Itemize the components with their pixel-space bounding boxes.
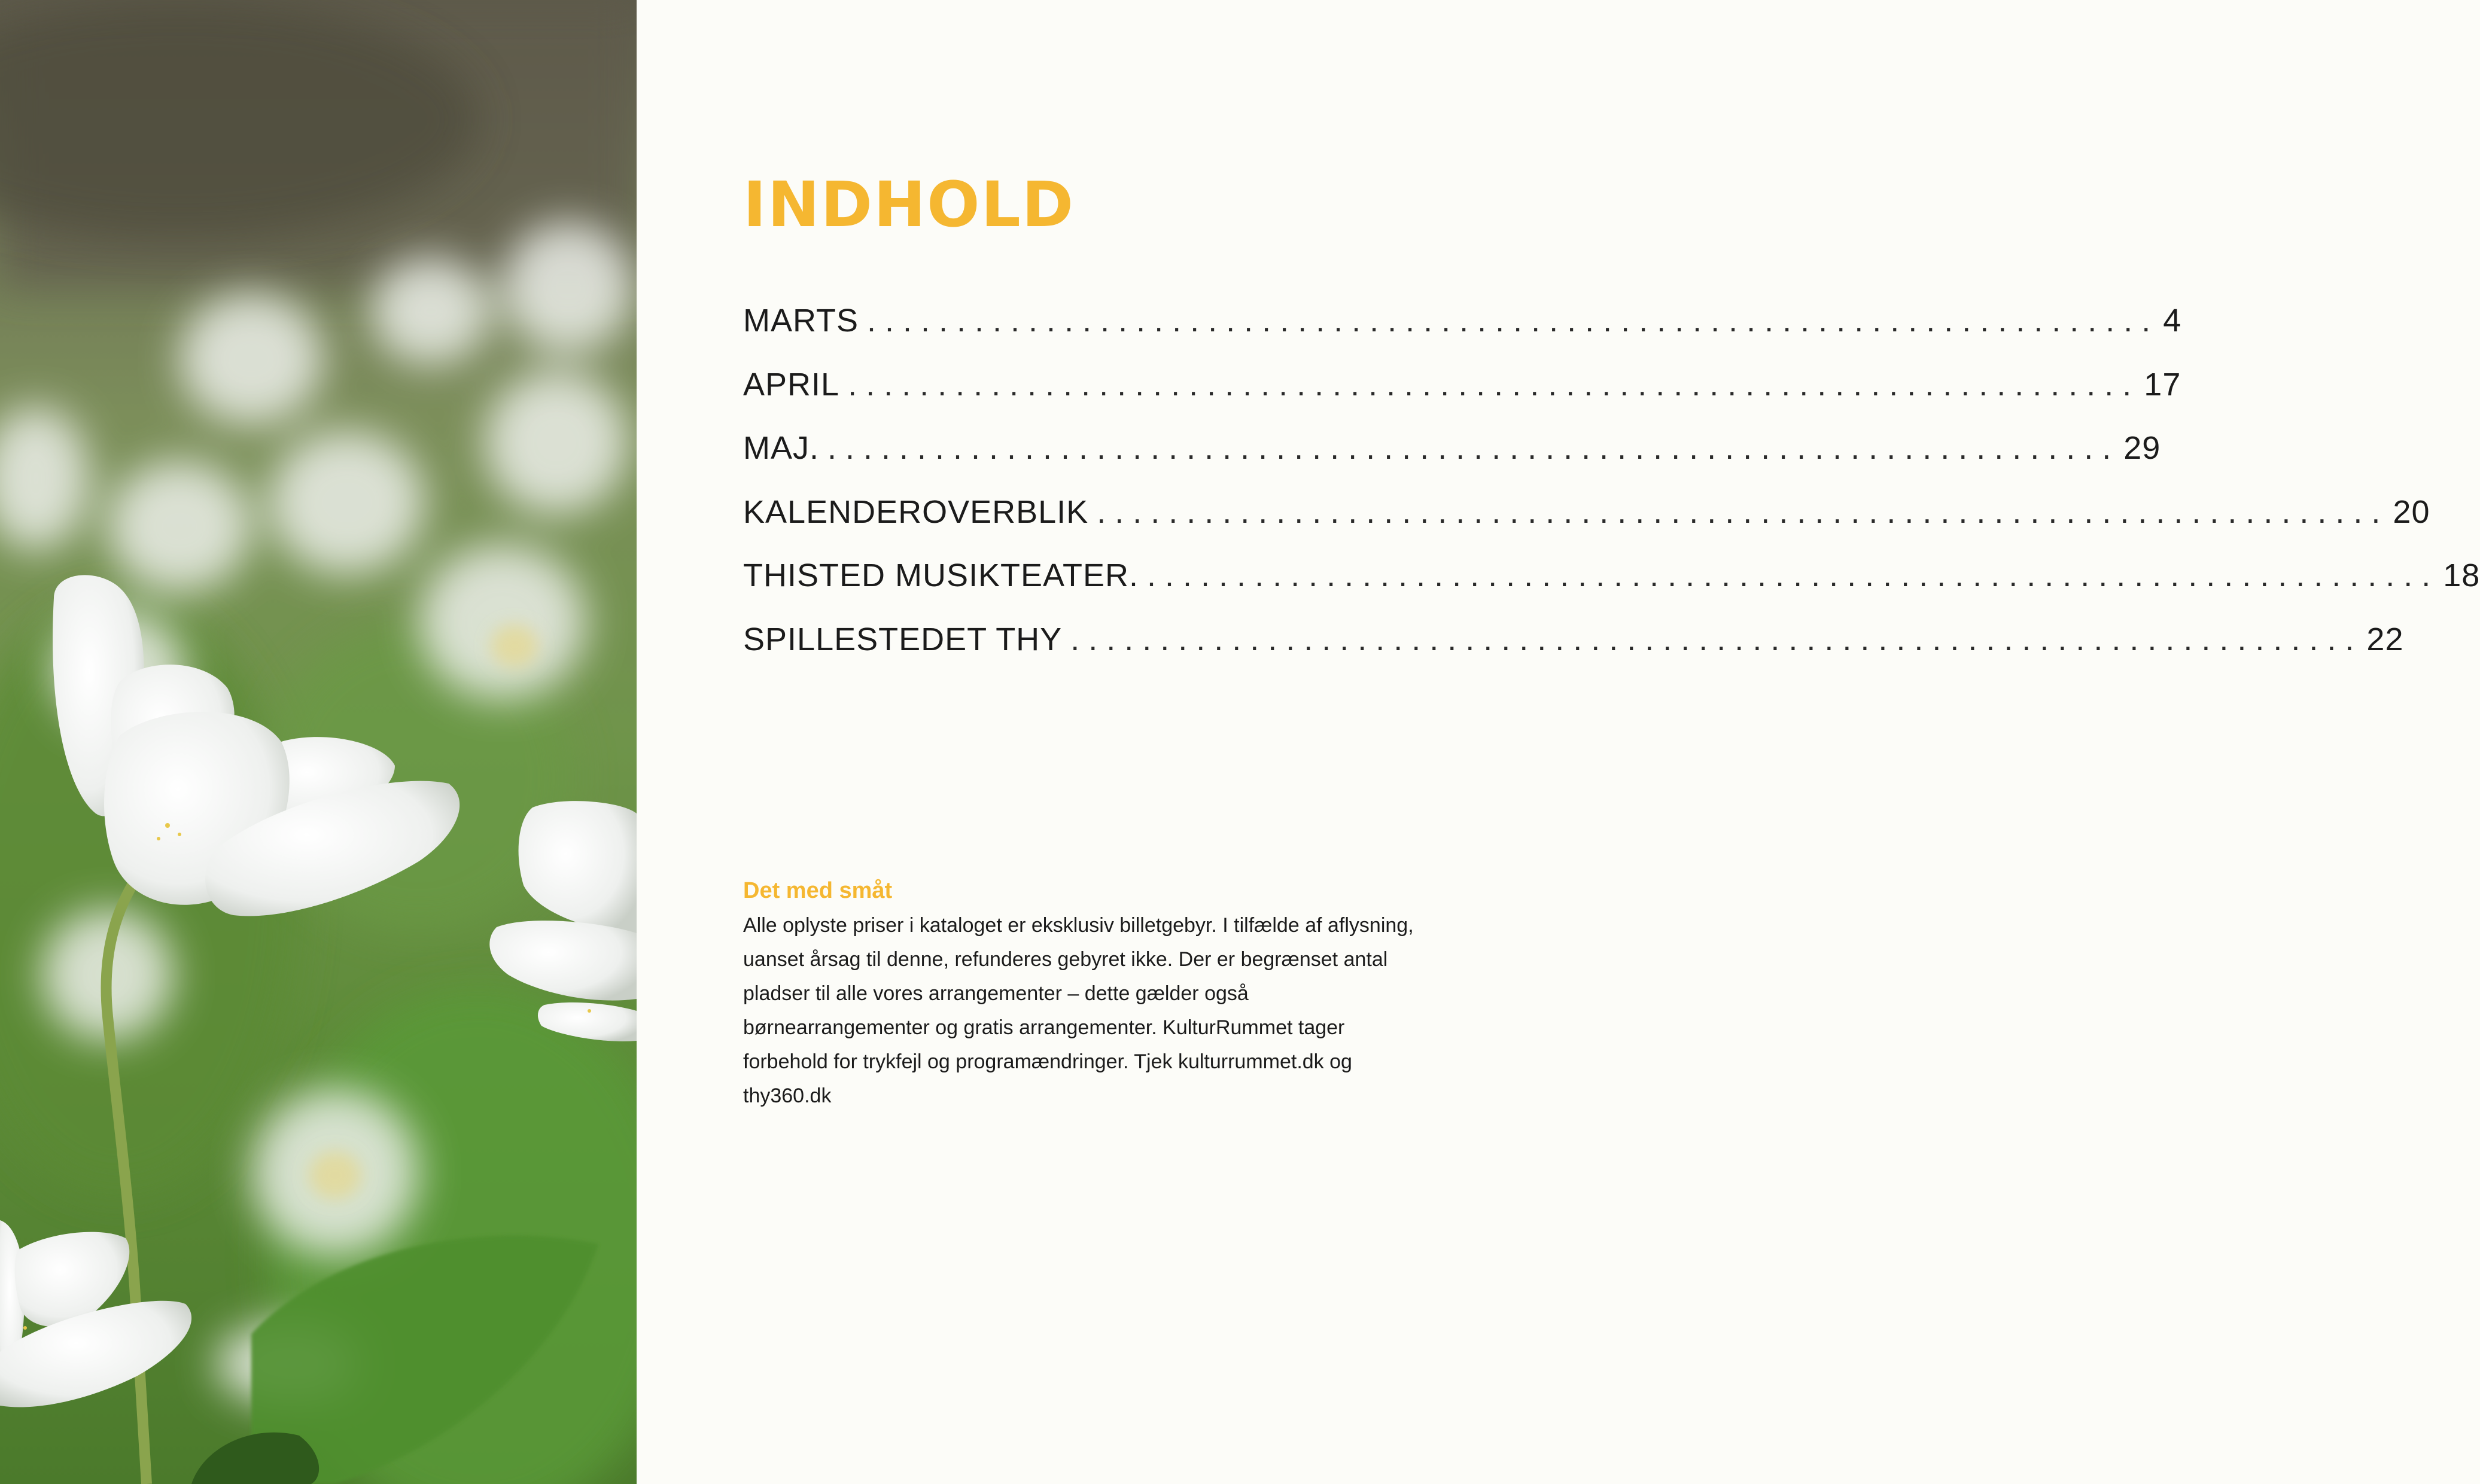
toc-item-page: 17	[2144, 366, 2181, 403]
page-title: INDHOLD	[743, 168, 1075, 241]
content-panel	[637, 0, 2480, 1484]
toc-item-kalenderoverblik[interactable]	[743, 493, 2430, 557]
toc-leader-dots: ........................................................................	[1070, 621, 2363, 657]
toc-item-page: 18	[2443, 557, 2480, 593]
toc-leader-dots: ........................................................................	[867, 303, 2160, 339]
toc-item-spillestedet-thy[interactable]	[743, 621, 2404, 685]
toc-item-label: MAJ.	[743, 430, 820, 466]
toc-item-page: 22	[2366, 621, 2404, 657]
toc-leader-dots: ........................................................................	[1097, 493, 2390, 530]
photo-illustration	[0, 0, 637, 1484]
toc-item-label: KALENDEROVERBLIK	[743, 493, 1089, 530]
toc-item-thisted-musikteater[interactable]	[743, 557, 2480, 621]
table-of-contents	[743, 302, 2480, 684]
toc-item-maj[interactable]	[743, 429, 2161, 493]
fine-print-body: Alle oplyste priser i kataloget er eksklusiv billetgebyr. I tilfælde af aflysning, uanset årsag til denne, refunderes gebyret ikke. Der er begrænset antal pladser til alle vores arrangementer – dette gælder også børnearrangementer og gratis arrangementer. KulturRummet tager forbehold for trykfejl og programændringer. Tjek kulturrummet.dk og thy360.dk	[743, 914, 1414, 1107]
toc-item-april[interactable]	[743, 366, 2181, 430]
anemone-flowers-photo	[0, 0, 637, 1484]
toc-item-label: THISTED MUSIKTEATER.	[743, 557, 1139, 593]
toc-item-page: 29	[2123, 430, 2161, 466]
toc-item-label: SPILLESTEDET THY	[743, 621, 1063, 657]
toc-item-marts[interactable]	[743, 302, 2182, 366]
toc-item-page: 20	[2393, 493, 2430, 530]
toc-leader-dots: ........................................................................	[827, 430, 2120, 466]
toc-item-page: 4	[2163, 303, 2182, 339]
toc-leader-dots: ........................................................................	[848, 366, 2141, 403]
fine-print-section	[743, 876, 1431, 1113]
toc-item-label: APRIL	[743, 366, 840, 403]
toc-item-label: MARTS	[743, 303, 859, 339]
toc-leader-dots: ........................................................................	[1147, 557, 2440, 593]
fine-print-heading: Det med småt	[743, 878, 893, 903]
